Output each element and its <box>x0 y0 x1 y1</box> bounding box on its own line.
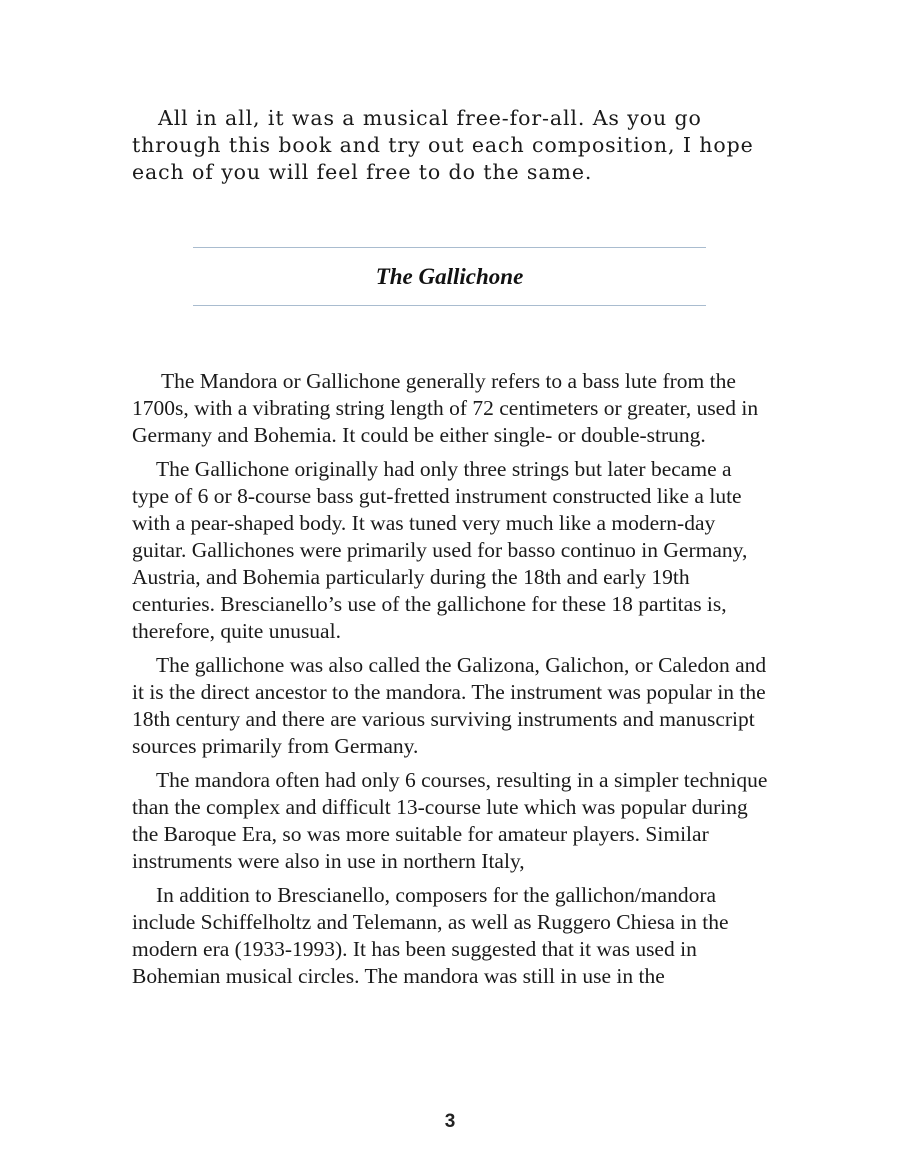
section-body <box>132 368 772 997</box>
body-paragraph: In addition to Brescianello, composers for the gallichon/mandora include Schiffelholtz and Telemann, as well as Ruggero Chiesa in the modern era (1933-1993). It has been suggested that it was used in Bohemian musical circles. The mandora was still in use in the <box>132 883 729 988</box>
body-paragraph: The gallichone was also called the Galizona, Galichon, or Caledon and it is the direct ancestor to the mandora. The instrument was popular in the 18th century and there are various surviving instruments and manuscript sources primarily from Germany. <box>132 653 767 758</box>
page-number: 3 <box>444 1111 456 1132</box>
body-paragraph: The Gallichone originally had only three strings but later became a type of 6 or 8-course bass gut-fretted instrument constructed like a lute with a pear-shaped body. It was tuned very much like a modern-day guitar. Gallichones were primarily used for basso continuo in Germany, Austria, and Bohemia particularly during the 18th and early 19th centuries. Brescianello’s use of the gallichone for these 18 partitas is, therefore, quite unusual. <box>132 457 748 643</box>
heading-top-rule <box>193 247 706 248</box>
section-title: The Gallichone <box>375 264 524 289</box>
heading-bottom-rule <box>193 305 706 306</box>
body-paragraph: The mandora often had only 6 courses, resulting in a simpler technique than the complex and difficult 13-course lute which was popular during the Baroque Era, so was more suitable for amateur players. Similar instruments were also in use in northern Italy, <box>132 768 768 873</box>
section-heading <box>193 247 706 307</box>
intro-paragraph: All in all, it was a musical free-for-all. As you go through this book and try out each composition, I hope each of you will feel free to do the same. <box>132 106 754 184</box>
body-paragraph: The Mandora or Gallichone generally refers to a bass lute from the 1700s, with a vibrating string length of 72 centimeters or greater, used in Germany and Bohemia. It could be either single- or double-strung. <box>132 369 759 447</box>
